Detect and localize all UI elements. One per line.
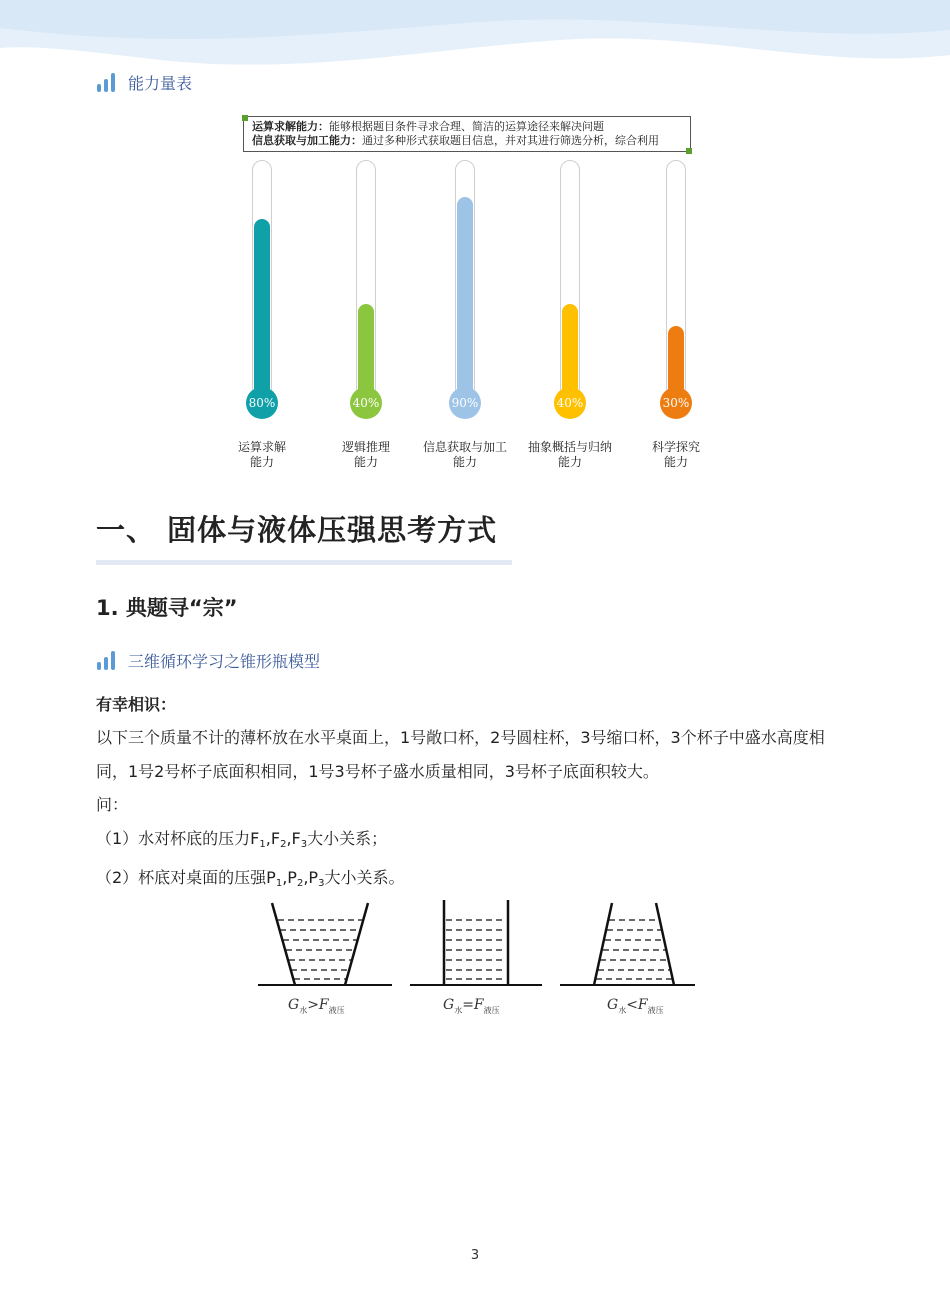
question-1: （1）水对杯底的压力$F_1,F_2,F_3$大小关系； [96, 828, 388, 850]
question-2: （2）杯底对桌面的压强$P_1,P_2,P_3$大小关系。 [96, 868, 405, 889]
ability-scale-section-label [96, 70, 192, 94]
problem-intro-title: 有幸相识： [96, 695, 177, 714]
bar-chart-icon [96, 72, 118, 92]
question-label: 问： [96, 795, 129, 814]
ability-scale-title: 能力量表 [128, 73, 193, 93]
thermometer-label: 科学探究 能力 [651, 440, 700, 469]
heading-underline-bar [96, 560, 512, 565]
model-section-title: 三维循环学习之锥形瓶模型 [128, 651, 321, 671]
legend-corner-mark [686, 148, 692, 154]
legend-corner-mark [242, 115, 248, 121]
legend-line-2: 信息获取与加工能力：通过多种形式获取题目信息，并对其进行筛选分析，综合利用 [252, 134, 659, 147]
legend-line-1: 运算求解能力：能够根据题目条件寻求合理、简洁的运算途径来解决问题 [252, 120, 604, 133]
section-heading-1: 一、 固体与液体压强思考方式 [96, 513, 498, 547]
cup-3-caption: $G_水<F_{液压}$ [607, 997, 664, 1015]
problem-text [96, 721, 856, 901]
thermometer-percent: 80% [246, 387, 278, 419]
thermometer-label: 逻辑推理 能力 [341, 440, 390, 469]
thermometer-fill [457, 197, 473, 404]
thermometer-2 [352, 160, 380, 420]
problem-paragraph: 以下三个质量不计的薄杯放在水平桌面上，1号敞口杯，2号圆柱杯，3号缩口杯，3个杯子中盛水高度相同，1号2号杯子底面积相同，1号3号杯子盛水质量相同，3号杯子底面积较大。 [96, 728, 825, 781]
header-wave-decoration [0, 0, 950, 75]
bar-chart-icon [96, 650, 118, 670]
cup-1-caption: $G_水>F_{液压}$ [288, 997, 345, 1015]
ability-legend-box [243, 116, 691, 152]
section-heading-2: 1. 典题寻“宗” [96, 596, 238, 620]
thermometer-percent: 90% [449, 387, 481, 419]
thermometer-label: 抽象概括与归纳 能力 [527, 440, 612, 469]
cup-1-open [258, 903, 392, 985]
thermometer-label: 运算求解 能力 [237, 440, 286, 469]
thermometer-percent: 40% [350, 387, 382, 419]
cup-3-narrow [560, 903, 695, 985]
thermometer-percent: 30% [660, 387, 692, 419]
model-section-label [96, 648, 320, 672]
thermometer-1 [248, 160, 276, 420]
thermometer-5 [662, 160, 690, 420]
page-number: 3 [470, 1248, 480, 1263]
cup-2-caption: $G_水=F_{液压}$ [443, 997, 500, 1015]
thermometer-3 [451, 160, 479, 420]
thermometer-percent: 40% [554, 387, 586, 419]
thermometer-fill [254, 219, 270, 404]
cup-2-cylinder [410, 900, 542, 985]
thermometer-label: 信息获取与加工 能力 [422, 440, 507, 469]
thermometer-4 [556, 160, 584, 420]
